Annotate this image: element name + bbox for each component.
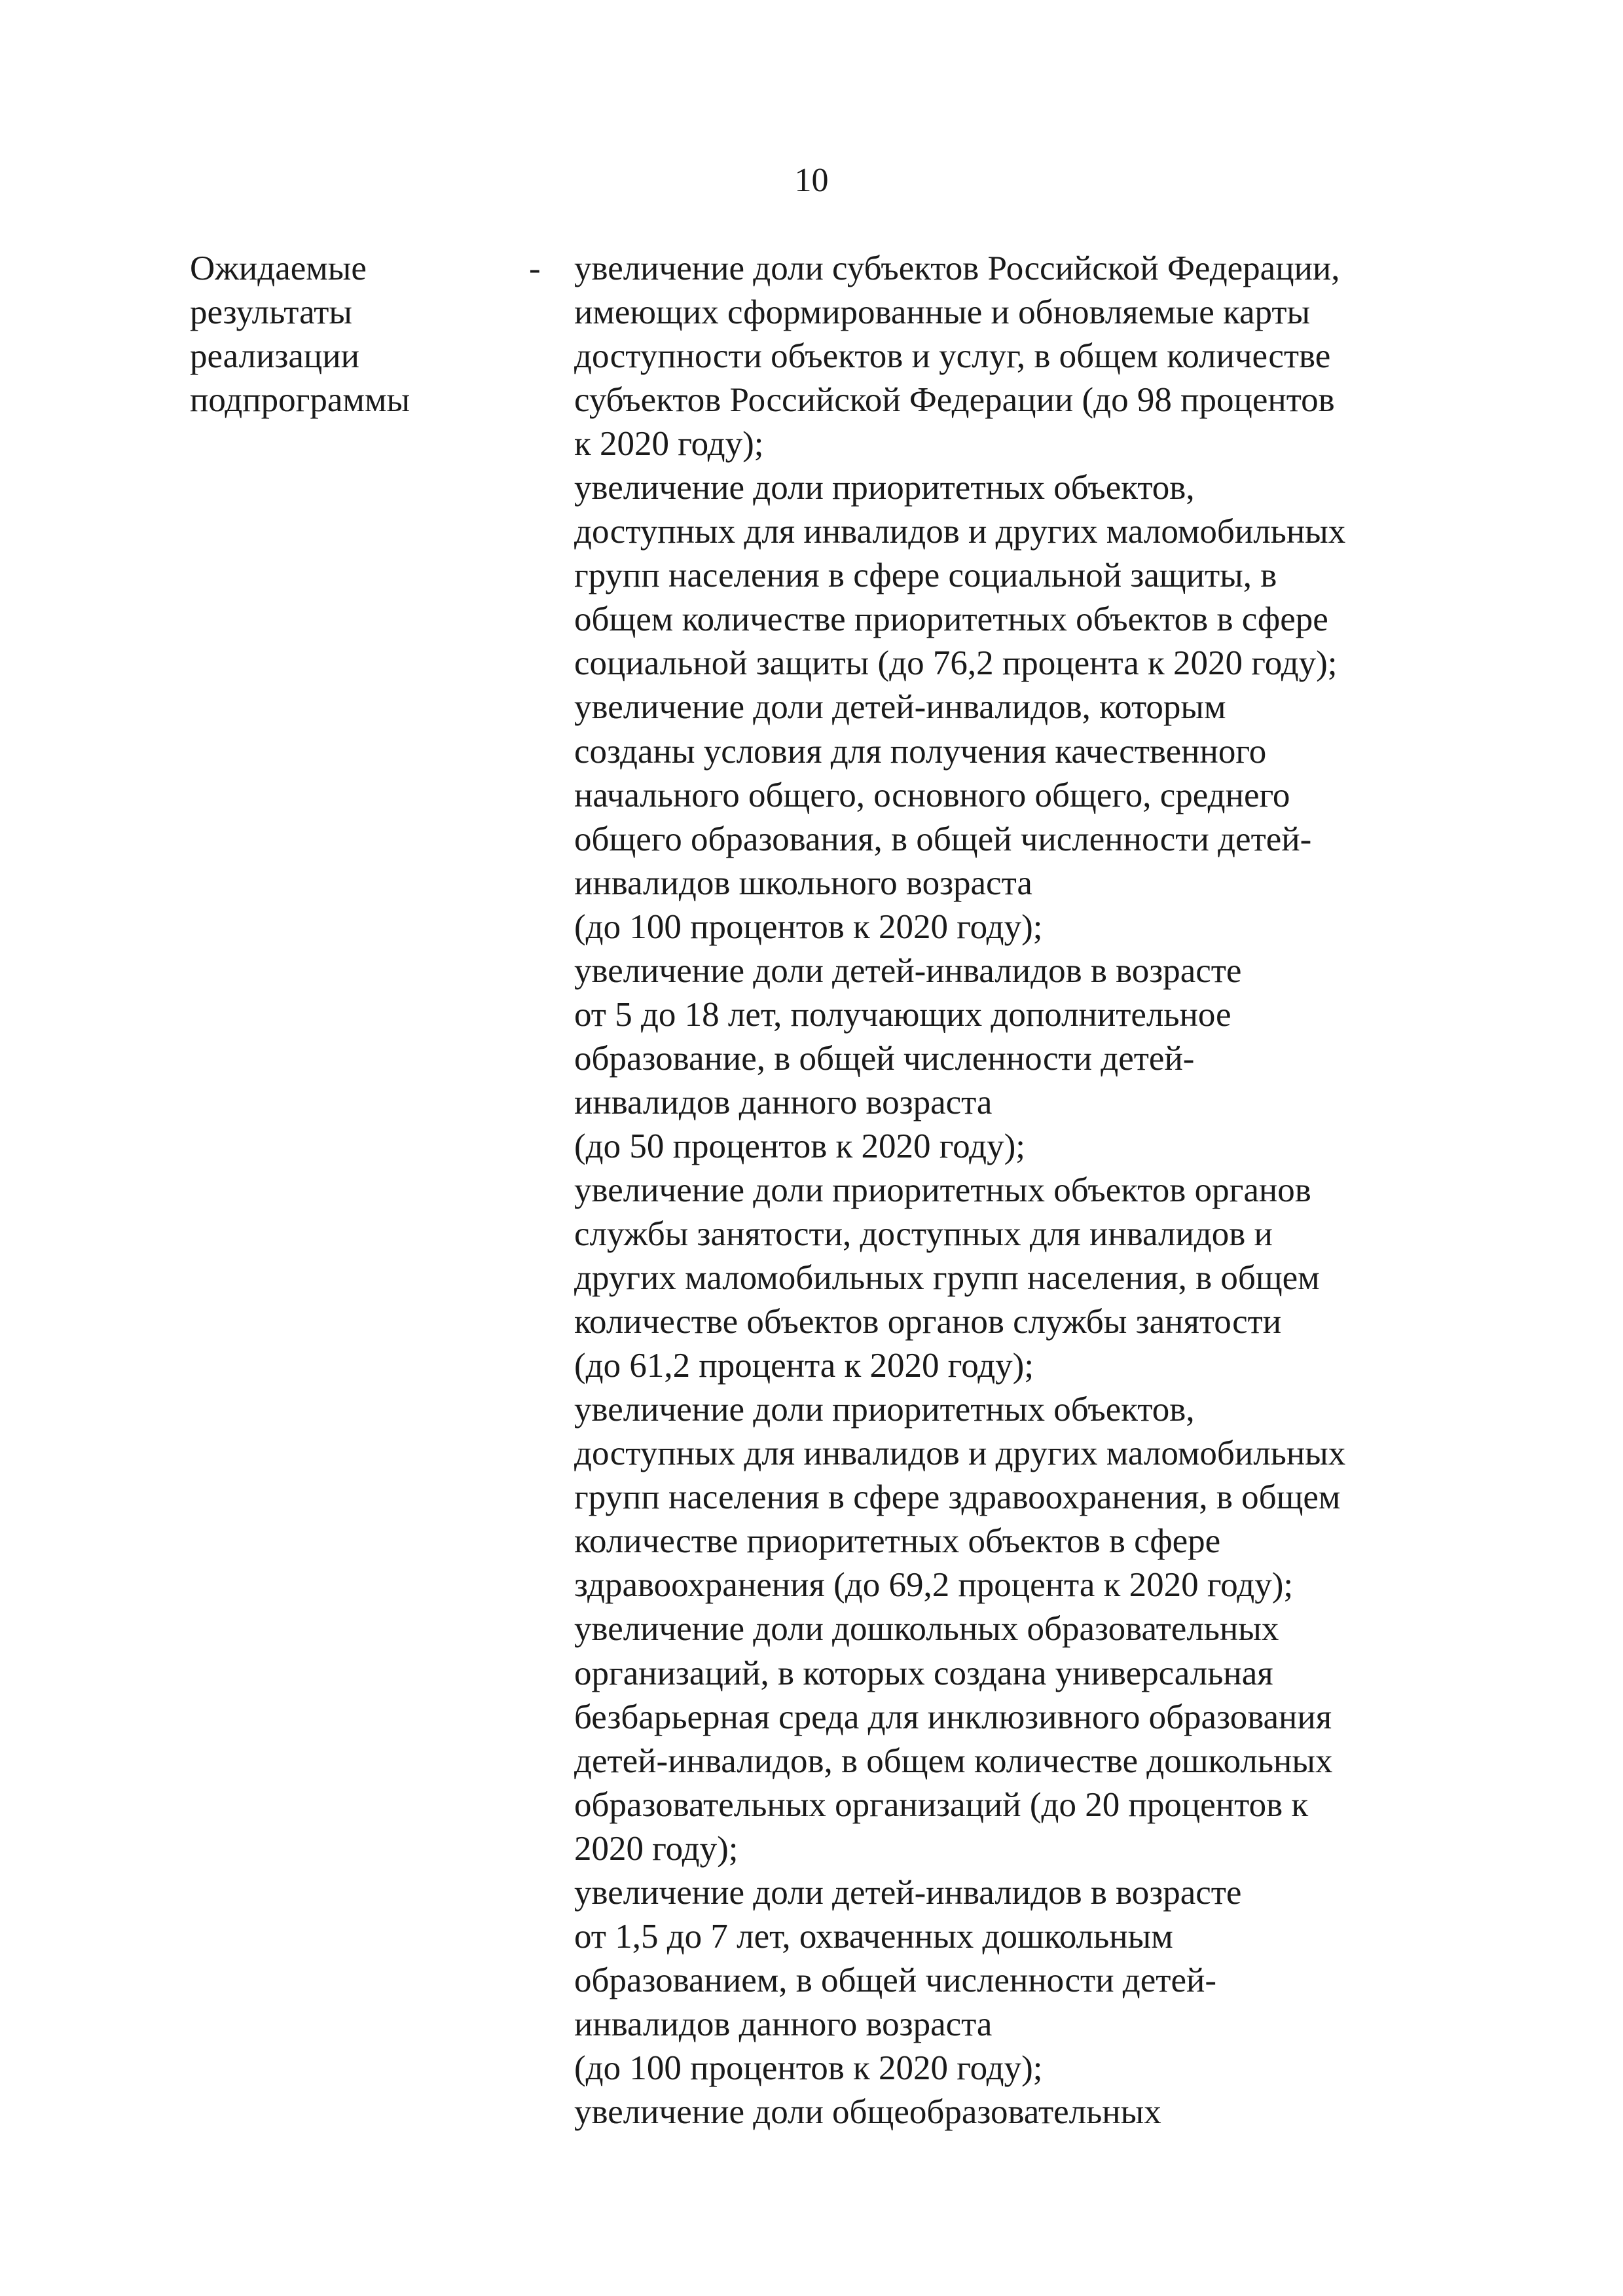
text-line: к 2020 году); — [574, 425, 764, 464]
text-line: общего образования, в общей численности детей- — [574, 820, 1312, 858]
text-line: субъектов Российской Федерации (до 98 процентов — [574, 381, 1335, 420]
text-line: увеличение доли приоритетных объектов, — [574, 469, 1195, 507]
text-line: увеличение доли детей-инвалидов, которым — [574, 688, 1226, 727]
section-label-line: результаты — [190, 293, 352, 331]
text-line: увеличение доли приоритетных объектов органов — [574, 1171, 1311, 1209]
section-label-line: реализации — [190, 337, 360, 375]
text-line: инвалидов данного возраста — [574, 1083, 993, 1121]
text-line: образование, в общей численности детей- — [574, 1039, 1195, 1078]
text-line: от 5 до 18 лет, получающих дополнительное — [574, 995, 1231, 1034]
separator-dash: - — [529, 249, 541, 287]
text-line: детей-инвалидов, в общем количестве дошкольных — [574, 1741, 1333, 1780]
text-line: доступных для инвалидов и других маломобильных — [574, 1434, 1346, 1473]
text-line: групп населения в сфере здравоохранения, в общем — [574, 1478, 1341, 1517]
page-number: 10 — [794, 162, 829, 199]
text-line: социальной защиты (до 76,2 процента к 2020 году); — [574, 644, 1338, 683]
text-line: здравоохранения (до 69,2 процента к 2020 году); — [574, 1566, 1294, 1605]
text-line: (до 61,2 процента к 2020 году); — [574, 1347, 1034, 1385]
text-line: (до 100 процентов к 2020 году); — [574, 907, 1043, 946]
text-line: количестве объектов органов службы занятости — [574, 1303, 1282, 1341]
text-line: от 1,5 до 7 лет, охваченных дошкольным — [574, 1917, 1173, 1956]
text-line: увеличение доли детей-инвалидов в возрасте — [574, 951, 1242, 990]
text-line: образованием, в общей численности детей- — [574, 1961, 1216, 1999]
text-line: 2020 году); — [574, 1829, 739, 1868]
text-line: имеющих сформированные и обновляемые карты — [574, 293, 1311, 332]
text-line: увеличение доли детей-инвалидов в возрасте — [574, 1873, 1242, 1912]
text-line: (до 100 процентов к 2020 году); — [574, 2049, 1043, 2087]
section-label — [190, 247, 491, 422]
text-line: начального общего, основного общего, среднего — [574, 776, 1290, 814]
text-line: доступности объектов и услуг, в общем количестве — [574, 337, 1331, 376]
section-label-line: подпрограммы — [190, 381, 410, 419]
expected-results-text — [574, 247, 1517, 2134]
text-line: службы занятости, доступных для инвалидов и — [574, 1215, 1273, 1254]
text-line: увеличение доли общеобразовательных — [574, 2092, 1161, 2131]
text-line: увеличение доли дошкольных образовательных — [574, 1610, 1279, 1649]
text-line: (до 50 процентов к 2020 году); — [574, 1127, 1025, 1165]
section-label-line: Ожидаемые — [190, 249, 367, 287]
text-line: общем количестве приоритетных объектов в сфере — [574, 600, 1328, 639]
text-line: увеличение доли приоритетных объектов, — [574, 1391, 1195, 1429]
text-line: образовательных организаций (до 20 процентов к — [574, 1785, 1309, 1824]
text-line: других маломобильных групп населения, в общем — [574, 1259, 1320, 1298]
text-line: увеличение доли субъектов Российской Федерации, — [574, 249, 1340, 287]
text-line: инвалидов школьного возраста — [574, 864, 1032, 902]
text-line: организаций, в которых создана универсальная — [574, 1654, 1273, 1692]
text-line: групп населения в сфере социальной защиты, в — [574, 556, 1277, 595]
text-line: количестве приоритетных объектов в сфере — [574, 1522, 1221, 1561]
text-line: безбарьерная среда для инклюзивного образования — [574, 1698, 1332, 1736]
text-line: созданы условия для получения качественного — [574, 732, 1267, 771]
text-line: доступных для инвалидов и других маломобильных — [574, 513, 1346, 551]
text-line: инвалидов данного возраста — [574, 2005, 993, 2043]
